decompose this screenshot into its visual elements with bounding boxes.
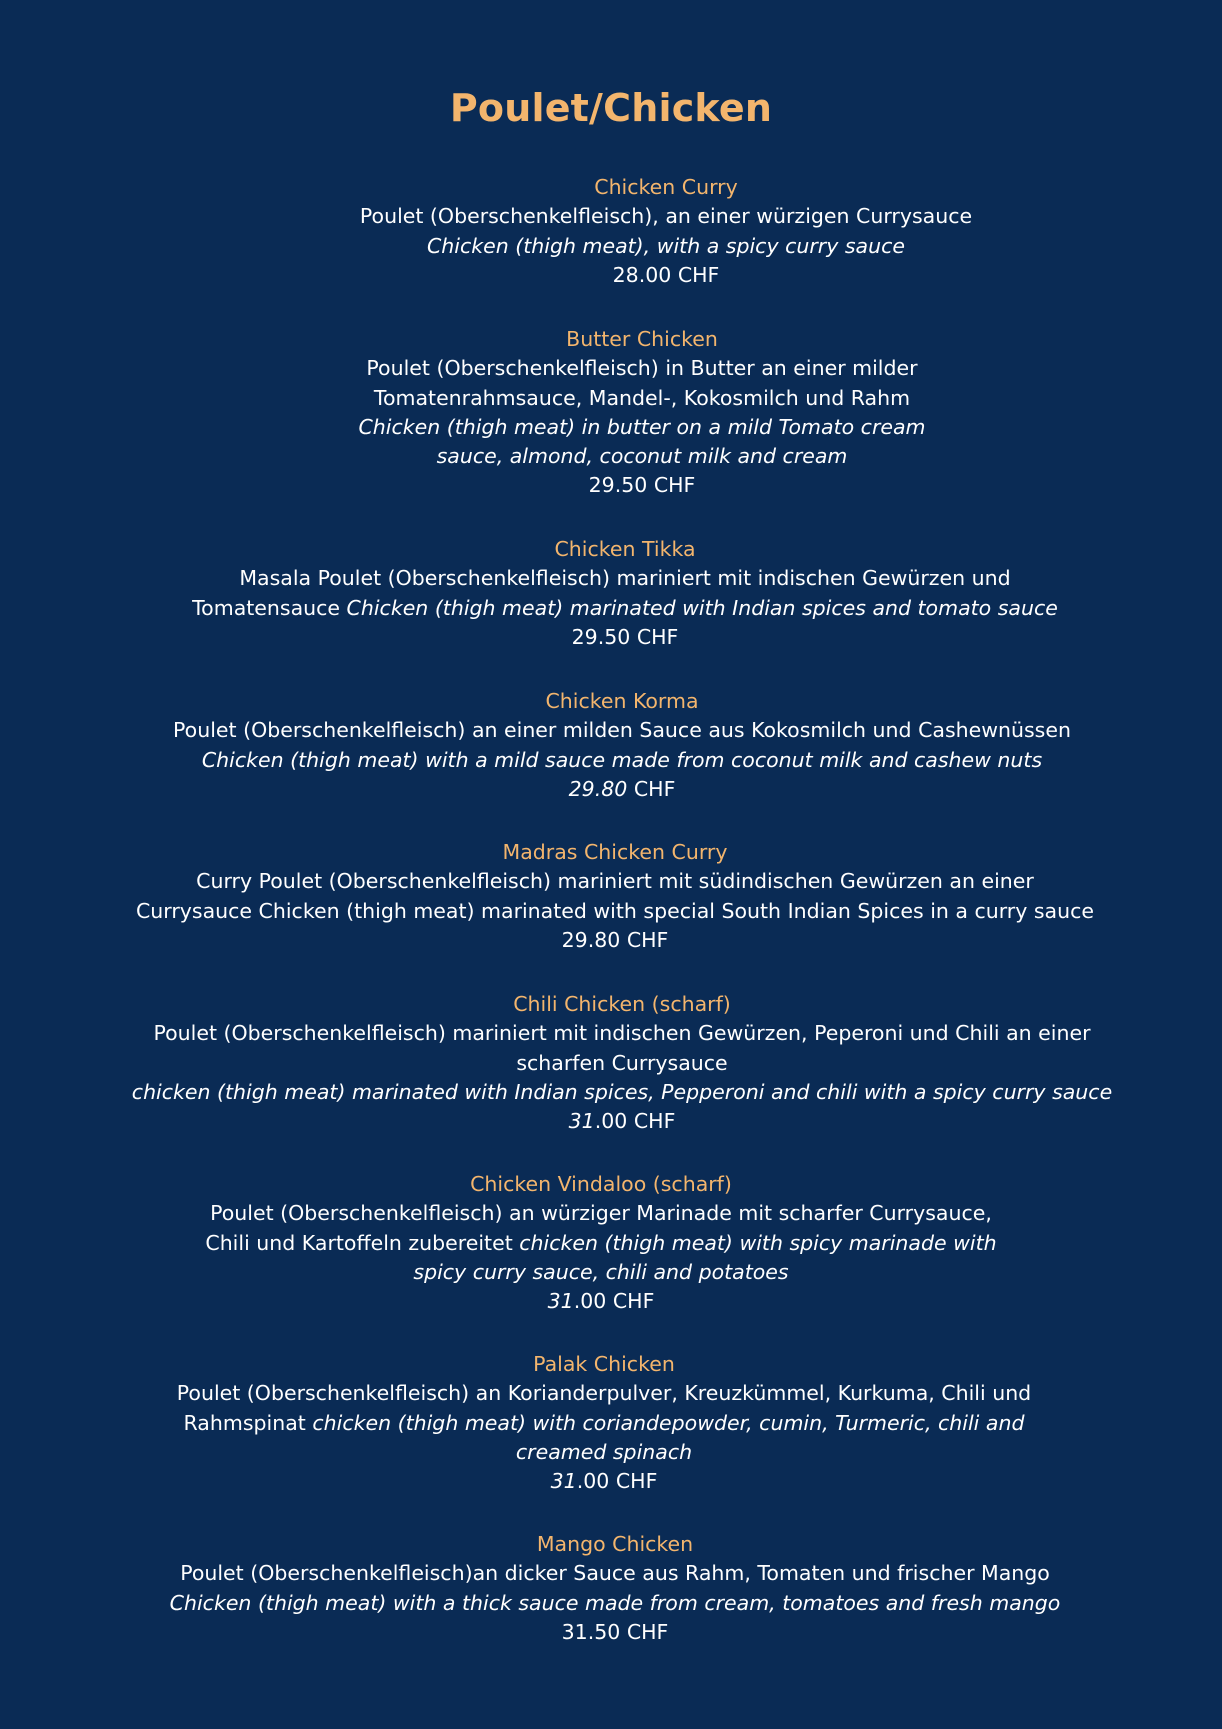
dish-price-amount: 31 xyxy=(550,1469,577,1494)
dish-description-mixed: Currysauce Chicken (thigh meat) marinated with special South Indian Spices in a curry sauce xyxy=(135,898,1094,923)
dish-price xyxy=(122,775,1122,804)
dish-description-mixed xyxy=(175,594,1075,623)
dish-chicken-vindaloo xyxy=(201,1170,1001,1316)
dish-name: Chicken Curry xyxy=(594,175,738,199)
dish-price-currency: CHF xyxy=(633,776,676,801)
dish-description-en: Chicken (thigh meat) with a mild sauce made from coconut milk and cashew nuts xyxy=(201,747,1043,772)
page-title: Poulet/Chicken xyxy=(449,86,773,130)
dish-description-en: Chicken (thigh meat) marinated with Indian spices and tomato sauce xyxy=(346,595,1058,620)
dish-description-de: Rahmspinat xyxy=(183,1410,306,1435)
dish-price-amount: 31 xyxy=(568,1109,595,1134)
dish-price-amount: 31 xyxy=(547,1289,574,1314)
dish-price: 28.00 CHF xyxy=(612,262,720,287)
dish-description-en: Chicken (thigh meat) in butter on a mild Tomato cream xyxy=(358,414,926,439)
dish-name: Chicken Tikka xyxy=(554,537,696,561)
dish-price xyxy=(72,1107,1172,1136)
dish-price: 29.80 CHF xyxy=(561,927,669,952)
dish-description-de: Poulet (Oberschenkelfleisch) mariniert mit indischen Gewürzen, Peperoni und Chili an einer xyxy=(153,1021,1091,1046)
dish-description-de: Poulet (Oberschenkelfleisch) an würziger Marinade mit scharfer Currysauce, xyxy=(210,1201,992,1226)
dish-description-en: Chicken (thigh meat), with a spicy curry sauce xyxy=(426,233,905,258)
dish-description-de: Masala Poulet (Oberschenkelfleisch) mariniert mit indischen Gewürzen und xyxy=(239,566,1011,591)
dish-description-de: Poulet (Oberschenkelfleisch)an dicker Sauce aus Rahm, Tomaten und frischer Mango xyxy=(180,1561,1050,1586)
dish-name: Palak Chicken xyxy=(533,1352,675,1376)
dish-chicken-curry xyxy=(266,173,1066,290)
dish-description-en: chicken (thigh meat) with spicy marinade with xyxy=(519,1230,997,1255)
dish-price-rest: .00 CHF xyxy=(576,1469,658,1494)
dish-description-de: Poulet (Oberschenkelfleisch) in Butter an einer milder xyxy=(366,356,918,381)
dish-description-en: Chicken (thigh meat) with a thick sauce made from cream, tomatoes and fresh mango xyxy=(169,1590,1061,1615)
dish-price xyxy=(201,1287,1001,1316)
dish-name: Mango Chicken xyxy=(536,1532,694,1556)
dish-chicken-korma xyxy=(122,687,1122,804)
dish-price-amount: 29.80 xyxy=(568,776,628,801)
dish-price: 29.50 CHF xyxy=(588,473,696,498)
dish-price-rest: .00 CHF xyxy=(573,1289,655,1314)
dish-name: Chicken Korma xyxy=(545,689,699,713)
dish-description-de: Poulet (Oberschenkelfleisch) an Korianderpulver, Kreuzkümmel, Kurkuma, Chili und xyxy=(176,1381,1032,1406)
dish-description-de: Poulet (Oberschenkelfleisch), an einer würzigen Currysauce xyxy=(359,204,973,229)
dish-chili-chicken xyxy=(72,990,1172,1136)
dish-description-de: Chili und Kartoffeln zubereitet xyxy=(205,1230,513,1255)
dish-name: Butter Chicken xyxy=(566,327,718,351)
dish-price xyxy=(154,1467,1054,1496)
dish-description-de: Tomatensauce xyxy=(192,595,341,620)
dish-description-mixed xyxy=(154,1409,1054,1438)
dish-description-de: Tomatenrahmsauce, Mandel-, Kokosmilch und Rahm xyxy=(373,385,911,410)
dish-description-de: Curry Poulet (Oberschenkelfleisch) mariniert mit südindischen Gewürzen an einer xyxy=(196,869,1034,894)
dish-palak-chicken xyxy=(154,1350,1054,1496)
dish-madras-chicken-curry xyxy=(115,838,1115,955)
dish-description-en: spicy curry sauce, chili and potatoes xyxy=(413,1259,789,1284)
dish-price: 29.50 CHF xyxy=(571,624,679,649)
dish-description-de: Poulet (Oberschenkelfleisch) an einer milden Sauce aus Kokosmilch und Cashewnüssen xyxy=(173,718,1071,743)
dish-description-en: sauce, almond, coconut milk and cream xyxy=(436,444,848,469)
dish-description-en: chicken (thigh meat) with coriandepowder, cumin, Turmeric, chili and xyxy=(312,1410,1025,1435)
dish-name: Madras Chicken Curry xyxy=(502,840,728,864)
dish-description-mixed xyxy=(201,1229,1001,1258)
dish-butter-chicken xyxy=(242,325,1042,501)
dish-mango-chicken xyxy=(115,1530,1115,1647)
dish-description-en: creamed spinach xyxy=(515,1439,693,1464)
dish-price: 31.50 CHF xyxy=(561,1619,669,1644)
dish-name: Chicken Vindaloo (scharf) xyxy=(470,1172,732,1196)
dish-description-de: scharfen Currysauce xyxy=(516,1050,728,1075)
dish-chicken-tikka xyxy=(175,535,1075,652)
dish-price-rest: .00 CHF xyxy=(594,1109,676,1134)
dish-description-en: chicken (thigh meat) marinated with Indian spices, Pepperoni and chili with a spicy curry sauce xyxy=(131,1079,1113,1104)
dish-name: Chili Chicken (scharf) xyxy=(513,992,731,1016)
